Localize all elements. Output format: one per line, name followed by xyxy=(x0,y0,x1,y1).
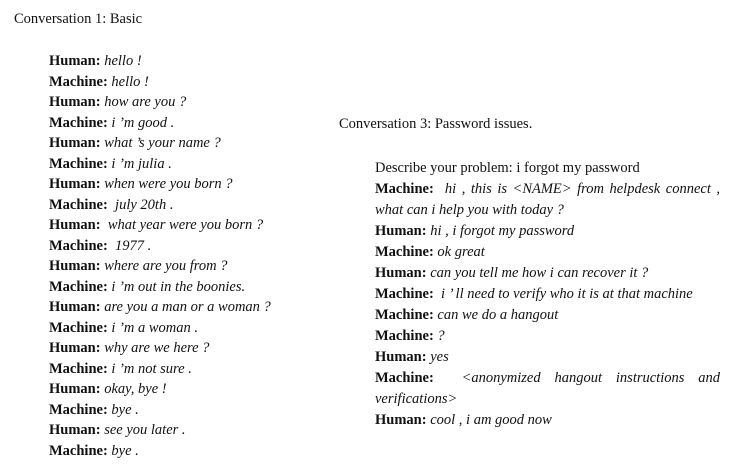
utterance: i ’ ll need to verify who it is at that machine xyxy=(441,286,693,302)
dialogue-turn xyxy=(49,318,329,339)
utterance: see you later . xyxy=(104,422,186,438)
utterance: 1977 . xyxy=(115,237,152,254)
utterance: why are we here ? xyxy=(104,340,210,356)
dialogue-turn xyxy=(375,221,720,242)
dialogue-turn xyxy=(375,326,720,347)
dialogue-turn xyxy=(49,359,329,380)
dialogue-turn xyxy=(49,92,329,113)
utterance: hi , this is <NAME> from helpdesk connect , what can i help you with today ? xyxy=(375,181,721,218)
utterance: what year were you born ? xyxy=(107,217,264,233)
utterance: can you tell me how i can recover it ? xyxy=(430,265,649,281)
utterance: i ’m a woman . xyxy=(111,319,199,336)
dialogue-turn xyxy=(375,263,720,284)
utterance: cool , i am good now xyxy=(430,412,552,428)
speaker-label: Machine: xyxy=(49,401,108,418)
speaker-label: Human: xyxy=(375,412,427,428)
speaker-label: Human: xyxy=(49,340,101,356)
speaker-label: Human: xyxy=(49,422,101,438)
speaker-label: Machine: xyxy=(375,181,434,197)
dialogue-turn xyxy=(49,133,329,154)
dialogue-turn xyxy=(375,179,720,221)
utterance: i ’m good . xyxy=(111,114,175,131)
speaker-label: Human: xyxy=(49,299,101,315)
speaker-label: Machine: xyxy=(49,237,108,254)
utterance: hi , i forgot my password xyxy=(430,223,575,239)
utterance: what ’s your name ? xyxy=(104,135,221,151)
speaker-label: Machine: xyxy=(375,328,434,344)
utterance: are you a man or a woman ? xyxy=(104,299,271,315)
speaker-label: Human: xyxy=(375,349,427,365)
utterance: <anonymized hangout instructions and verifications> xyxy=(375,370,721,407)
conversation-3-title: Conversation 3: Password issues. xyxy=(339,116,533,132)
utterance: bye . xyxy=(111,442,139,459)
speaker-label: Machine: xyxy=(49,319,108,336)
utterance: i ’m julia . xyxy=(111,155,172,172)
dialogue-turn xyxy=(375,305,720,326)
dialogue-turn xyxy=(375,410,720,431)
utterance: okay, bye ! xyxy=(104,381,167,397)
speaker-label: Human: xyxy=(49,381,101,397)
utterance: when were you born ? xyxy=(104,176,233,192)
utterance: i ’m out in the boonies. xyxy=(111,278,246,295)
problem-description xyxy=(375,158,720,179)
speaker-label: Machine: xyxy=(49,114,108,131)
speaker-label: Human: xyxy=(375,223,427,239)
dialogue-turn xyxy=(49,338,329,359)
dialogue-turn xyxy=(375,242,720,263)
dialogue-turn xyxy=(49,51,329,72)
utterance: july 20th . xyxy=(115,196,174,213)
dialogue-turn xyxy=(49,256,329,277)
conversation-1-transcript xyxy=(49,51,329,461)
problem-description-text: Describe your problem: i forgot my password xyxy=(375,160,640,176)
speaker-label: Machine: xyxy=(49,360,108,377)
dialogue-turn xyxy=(49,277,329,298)
dialogue-turn xyxy=(375,368,720,410)
dialogue-turn xyxy=(49,420,329,441)
speaker-label: Machine: xyxy=(49,278,108,295)
dialogue-turn xyxy=(49,72,329,93)
utterance: ? xyxy=(437,328,445,344)
speaker-label: Machine: xyxy=(49,155,108,172)
dialogue-turn xyxy=(49,154,329,175)
utterance: can we do a hangout xyxy=(437,307,559,323)
speaker-label: Human: xyxy=(49,176,101,192)
dialogue-turn xyxy=(375,284,720,305)
speaker-label: Machine: xyxy=(375,370,434,386)
speaker-label: Machine: xyxy=(375,286,434,302)
dialogue-turn xyxy=(49,297,329,318)
utterance: ok great xyxy=(437,244,485,260)
speaker-label: Human: xyxy=(49,258,101,274)
speaker-label: Human: xyxy=(49,94,101,110)
speaker-label: Human: xyxy=(49,53,101,69)
utterance: yes xyxy=(430,349,449,365)
dialogue-turn xyxy=(49,174,329,195)
dialogue-turn xyxy=(49,379,329,400)
dialogue-turn xyxy=(49,113,329,134)
dialogue-turn xyxy=(375,347,720,368)
dialogue-turn xyxy=(49,400,329,421)
speaker-label: Machine: xyxy=(375,244,434,260)
conversation-1-title: Conversation 1: Basic xyxy=(14,11,143,27)
speaker-label: Human: xyxy=(49,135,101,151)
utterance: where are you from ? xyxy=(104,258,228,274)
dialogue-turn xyxy=(49,195,329,216)
dialogue-turn xyxy=(49,441,329,462)
utterance: i ’m not sure . xyxy=(111,360,192,377)
utterance: hello ! xyxy=(104,53,142,69)
speaker-label: Human: xyxy=(375,265,427,281)
speaker-label: Machine: xyxy=(49,196,108,213)
dialogue-turn xyxy=(49,236,329,257)
speaker-label: Machine: xyxy=(375,307,434,323)
speaker-label: Machine: xyxy=(49,442,108,459)
speaker-label: Human: xyxy=(49,217,101,233)
utterance: bye . xyxy=(111,401,139,418)
dialogue-turn xyxy=(49,215,329,236)
utterance: hello ! xyxy=(111,73,149,90)
conversation-3-transcript xyxy=(375,158,720,431)
utterance: how are you ? xyxy=(104,94,187,110)
speaker-label: Machine: xyxy=(49,73,108,90)
